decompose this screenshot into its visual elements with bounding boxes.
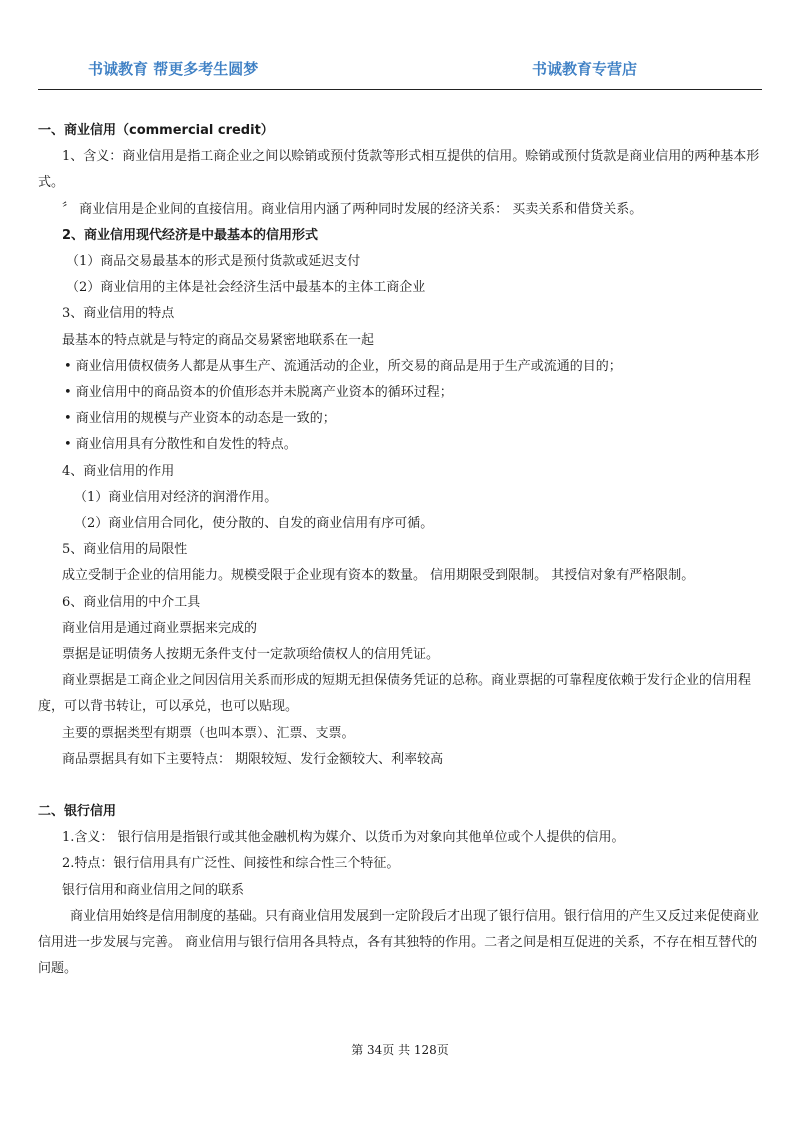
bullet-item: • 商业信用具有分散性和自发性的特点。: [64, 437, 297, 453]
spacer: [38, 773, 762, 799]
section-heading-bank-credit: 二、银行信用: [38, 804, 117, 820]
header-slogan: 书诚教育 帮更多考生圆梦: [88, 60, 259, 78]
paragraph: 最基本的特点就是与特定的商品交易紧密地联系在一起: [62, 332, 375, 348]
paragraph: 票据是证明债务人按期无条件支付一定款项给债权人的信用凭证。: [62, 647, 440, 663]
bullet-item: • 商业信用的规模与产业资本的动态是一致的；: [64, 411, 336, 427]
document-body: [38, 118, 762, 983]
header-store-name: 书诚教育专营店: [532, 60, 638, 78]
paragraph: 1.含义： 银行信用是指银行或其他金融机构为媒介、以货币为对象向其他单位或个人提供的信用。: [62, 830, 625, 846]
bullet-item: • 商业信用中的商品资本的价值形态并未脱离产业资本的循环过程；: [64, 385, 453, 401]
list-item: （2）商业信用合同化，使分散的、自发的商业信用有序可循。: [74, 516, 434, 532]
paragraph-direct-credit: 〞 商业信用是企业间的直接信用。商业信用内涵了两种同时发展的经济关系： 买卖关系和借贷关系。: [62, 201, 643, 217]
paragraph-commercial-paper: 商业票据是工商企业之间因信用关系而形成的短期无担保债务凭证的总称。商业票据的可靠程度依赖于发行企业的信用程度，可以背书转让，可以承兑，也可以贴现。: [38, 673, 752, 715]
subheading-functions: 4、商业信用的作用: [62, 463, 175, 479]
page-number: 第 34页 共 128页: [351, 1043, 449, 1057]
subheading-features: 3、商业信用的特点: [62, 306, 175, 322]
paragraph: 商业信用是通过商业票据来完成的: [62, 620, 258, 636]
list-item: （1）商业信用对经济的润滑作用。: [74, 489, 278, 505]
subheading-relationship: 银行信用和商业信用之间的联系: [62, 882, 245, 898]
bullet-item: • 商业信用债权债务人都是从事生产、流通活动的企业，所交易的商品是用于生产或流通的目的；: [64, 358, 622, 374]
paragraph: 2.特点：银行信用具有广泛性、间接性和综合性三个特征。: [62, 856, 400, 872]
paragraph: 主要的票据类型有期票（也叫本票）、汇票、支票。: [62, 725, 355, 741]
subheading-limitations: 5、商业信用的局限性: [62, 542, 188, 558]
subheading-basic-form: 2、商业信用现代经济是中最基本的信用形式: [62, 227, 319, 243]
paragraph: 商品票据具有如下主要特点： 期限较短、发行金额较大、利率较高: [62, 751, 444, 767]
subheading-instruments: 6、商业信用的中介工具: [62, 594, 201, 610]
list-item: （2）商业信用的主体是社会经济生活中最基本的主体工商企业: [66, 280, 426, 296]
paragraph-relationship: 商业信用始终是信用制度的基础。只有商业信用发展到一定阶段后才出现了银行信用。银行信用的产生又反过来促使商业信用进一步发展与完善。 商业信用与银行信用各具特点，各有其独特的作用。二者之间是相互促进的关系，不存在相互替代的问题。: [38, 908, 760, 977]
header-divider: [38, 89, 762, 90]
list-item: （1）商品交易最基本的形式是预付货款或延迟支付: [66, 254, 361, 270]
paragraph: 成立受制于企业的信用能力。规模受限于企业现有资本的数量。 信用期限受到限制。 其授信对象有严格限制。: [62, 568, 695, 584]
paragraph-definition: 1、含义：商业信用是指工商企业之间以赊销或预付货款等形式相互提供的信用。赊销或预付货款是商业信用的两种基本形式。: [38, 149, 760, 191]
section-heading-commercial-credit: 一、商业信用（commercial credit）: [38, 123, 274, 138]
